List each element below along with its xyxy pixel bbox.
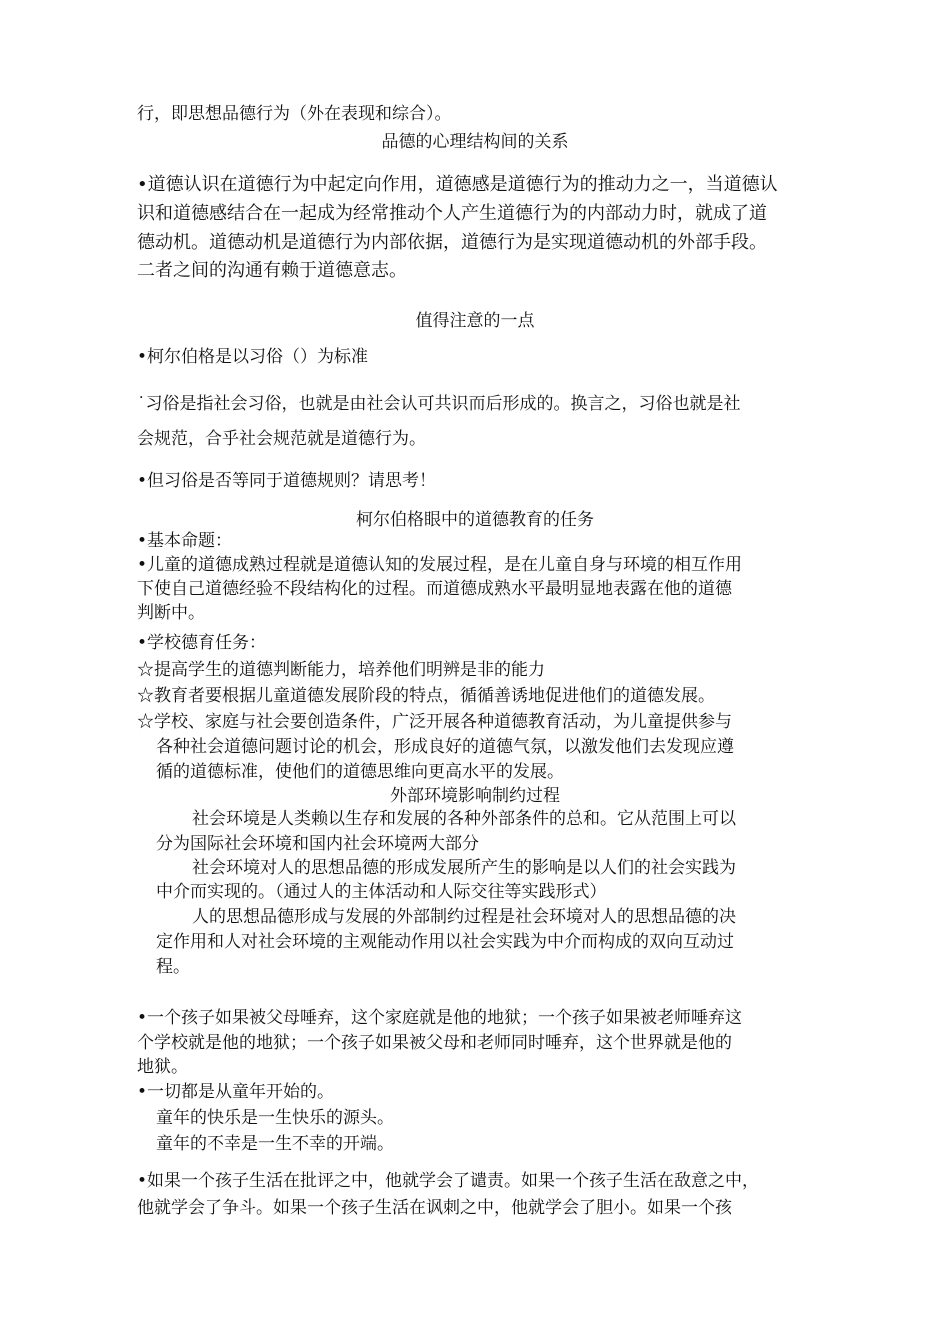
section-heading: 品德的心理结构间的关系 (381, 132, 569, 152)
bullet-line: •但习俗是否等同于道德规则？请思考！ (137, 471, 437, 491)
bullet-line: 他就学会了争斗。如果一个孩子生活在讽刺之中，他就学会了胆小。如果一个孩 (137, 1198, 732, 1218)
text-line: 下使自己道德经验不段结构化的过程。而道德成熟水平最明显地表露在他的道德 (137, 579, 732, 599)
paragraph-line: 二者之间的沟通有赖于道德意志。 (137, 260, 407, 281)
paragraph-line: •道德认识在道德行为中起定向作用，道德感是道德行为的推动力之一，当道德认 (137, 174, 778, 195)
text-line: •学校德育任务： (137, 633, 267, 653)
text-line: 童年的不幸是一生不幸的开端。 (156, 1134, 394, 1154)
bullet-line: •如果一个孩子生活在批评之中，他就学会了谴责。如果一个孩子生活在敌意之中， (137, 1171, 760, 1191)
bullet-line: •柯尔伯格是以习俗（）为标准 (137, 347, 369, 367)
text-line: 判断中。 (137, 603, 205, 623)
bullet-line: •一个孩子如果被父母唾弃，这个家庭就是他的地狱；一个孩子如果被老师唾弃这 (137, 1008, 743, 1028)
paragraph-line: 人的思想品德形成与发展的外部制约过程是社会环境对人的思想品德的决 (192, 907, 736, 927)
paragraph-line: 程。 (156, 957, 190, 977)
bullet-line: 地狱。 (137, 1057, 188, 1077)
paragraph-line: 社会环境对人的思想品德的形成发展所产生的影响是以人们的社会实践为 (192, 858, 736, 878)
bullet-line: 会规范，合乎社会规范就是道德行为。 (137, 429, 426, 449)
paragraph-line: 德动机。道德动机是道德行为内部依据，道德行为是实现道德动机的外部手段。 (137, 232, 767, 253)
paragraph-line: 社会环境是人类赖以生存和发展的各种外部条件的总和。它从范围上可以 (192, 809, 736, 829)
paragraph-line: 识和道德感结合在一起成为经常推动个人产生道德行为的内部动力时，就成了道 (137, 203, 767, 224)
bullet-line: 个学校就是他的地狱；一个孩子如果被父母和老师同时唾弃，这个世界就是他的 (137, 1033, 732, 1053)
text-line: 行，即思想品德行为（外在表现和综合）。 (137, 104, 452, 124)
list-item: ☆提高学生的道德判断能力，培养他们明辨是非的能力 (137, 660, 545, 680)
section-heading: 柯尔伯格眼中的道德教育的任务 (356, 510, 594, 530)
list-item: ☆学校、家庭与社会要创造条件，广泛开展各种道德教育活动，为儿童提供参与 (137, 712, 732, 732)
section-heading: 值得注意的一点 (415, 311, 535, 331)
list-item-continuation: 循的道德标准，使他们的道德思维向更高水平的发展。 (156, 762, 564, 782)
list-item-continuation: 各种社会道德问题讨论的机会，形成良好的道德气氛，以激发他们去发现应遵 (156, 737, 734, 757)
bullet-line: ˙习俗是指社会习俗，也就是由社会认可共识而后形成的。换言之，习俗也就是社 (137, 394, 741, 414)
paragraph-line: 定作用和人对社会环境的主观能动作用以社会实践为中介而构成的双向互动过 (156, 932, 734, 952)
text-line: •基本命题： (137, 531, 233, 551)
text-line: 童年的快乐是一生快乐的源头。 (156, 1108, 394, 1128)
paragraph-line: 中介而实现的。（通过人的主体活动和人际交往等实践形式） (156, 882, 607, 902)
bullet-line: •一切都是从童年开始的。 (137, 1082, 335, 1102)
paragraph-line: 分为国际社会环境和国内社会环境两大部分 (156, 834, 479, 854)
list-item: ☆教育者要根据儿童道德发展阶段的特点，循循善诱地促进他们的道德发展。 (137, 686, 715, 706)
text-line: •儿童的道德成熟过程就是道德认知的发展过程，是在儿童自身与环境的相互作用 (137, 555, 743, 575)
section-heading: 外部环境影响制约过程 (390, 786, 560, 806)
